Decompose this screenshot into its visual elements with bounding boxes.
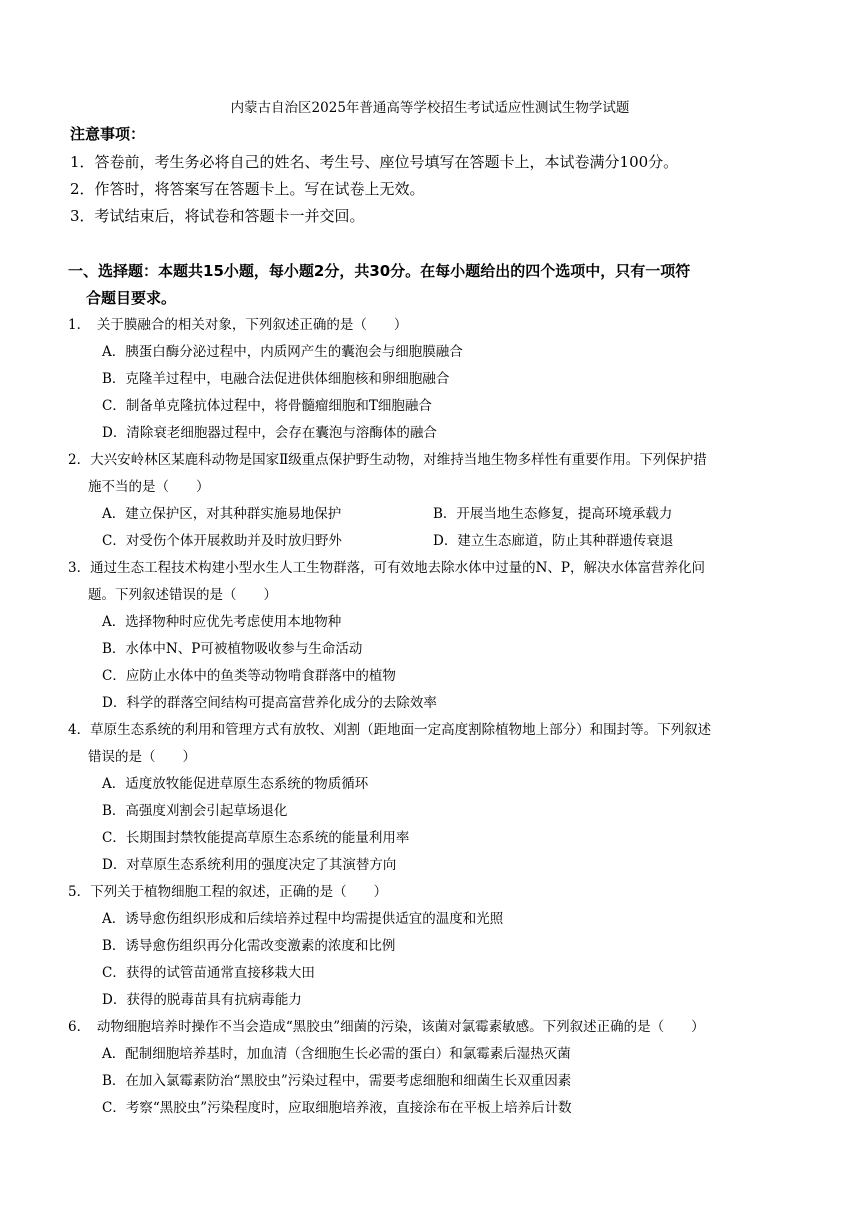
option-d: D．科学的群落空间结构可提高富营养化成分的去除效率 [102,695,437,711]
exam-title: 内蒙古自治区2025年普通高等学校招生考试适应性测试生物学试题 [230,100,630,116]
option-d: D．获得的脱毒苗具有抗病毒能力 [102,992,302,1008]
option-d: D．对草原生态系统利用的强度决定了其演替方向 [102,857,397,873]
question-stem-continuation: 错误的是（ ） [88,749,196,765]
option-d: D．清除衰老细胞器过程中，会存在囊泡与溶酶体的融合 [102,425,437,441]
question-stem: 4．草原生态系统的利用和管理方式有放牧、刈割（距地面一定高度割除植物地上部分）和围封等。下列叙述 [68,722,712,738]
option-c: C．考察“黑胶虫”污染程度时，应取细胞培养液，直接涂布在平板上培养后计数 [102,1100,572,1116]
option-b: B．开展当地生态修复，提高环境承载力 [433,506,673,522]
section-heading [68,258,803,312]
section-heading-line: 一、选择题：本题共15小题，每小题2分，共30分。在每小题给出的四个选项中，只有一项符 [68,262,691,280]
notice-item: 1．答卷前，考生务必将自己的姓名、考生号、座位号填写在答题卡上，本试卷满分100分。 [70,153,679,171]
option-b: B．水体中N、P可被植物吸收参与生命活动 [102,641,363,657]
question-stem-continuation: 施不当的是（ ） [88,479,210,495]
option-b: B．克隆羊过程中，电融合法促进供体细胞核和卵细胞融合 [102,371,450,387]
question-stem: 5．下列关于植物细胞工程的叙述，正确的是（ ） [68,884,388,900]
question-stem: 6． 动物细胞培养时操作不当会造成“黑胶虫”细菌的污染，该菌对氯霉素敏感。下列叙述正确的是（ ） [68,1019,705,1035]
notice-item: 2．作答时，将答案写在答题卡上。写在试卷上无效。 [70,180,425,198]
option-c: C．应防止水体中的鱼类等动物啃食群落中的植物 [102,668,396,684]
option-a: A．配制细胞培养基时，加血清（含细胞生长必需的蛋白）和氯霉素后湿热灭菌 [102,1046,571,1062]
section-heading-line: 合题目要求。 [86,289,177,307]
option-c: C．长期围封禁牧能提高草原生态系统的能量利用率 [102,830,410,846]
option-a: A．建立保护区，对其种群实施易地保护 [102,506,342,522]
notice-item: 3．考试结束后，将试卷和答题卡一并交回。 [70,207,365,225]
option-b: B．诱导愈伤组织再分化需改变激素的浓度和比例 [102,938,396,954]
option-c: C．获得的试管苗通常直接移栽大田 [102,965,315,981]
question-stem-continuation: 题。下列叙述错误的是（ ） [88,587,277,603]
option-a: A．诱导愈伤组织形成和后续培养过程中均需提供适宜的温度和光照 [102,911,504,927]
option-d: D．建立生态廊道，防止其种群遗传衰退 [433,533,674,549]
question-stem: 1． 关于膜融合的相关对象，下列叙述正确的是（ ） [68,317,408,333]
option-a: A．适度放牧能促进草原生态系统的物质循环 [102,776,369,792]
notice-heading: 注意事项： [70,125,146,143]
option-b: B．在加入氯霉素防治“黑胶虫”污染过程中，需要考虑细胞和细菌生长双重因素 [102,1073,572,1089]
option-b: B．高强度刈割会引起草场退化 [102,803,288,819]
question-stem: 3．通过生态工程技术构建小型水生人工生物群落，可有效地去除水体中过量的N、P，解决水体富营养化问 [68,560,705,576]
option-c: C．对受伤个体开展救助并及时放归野外 [102,533,342,549]
question-stem: 2．大兴安岭林区某鹿科动物是国家Ⅱ级重点保护野生动物，对维持当地生物多样性有重要作用。下列保护措 [68,452,707,468]
option-c: C．制备单克隆抗体过程中，将骨髓瘤细胞和T细胞融合 [102,398,432,414]
option-a: A．胰蛋白酶分泌过程中，内质网产生的囊泡会与细胞膜融合 [102,344,463,360]
option-a: A．选择物种时应优先考虑使用本地物种 [102,614,342,630]
